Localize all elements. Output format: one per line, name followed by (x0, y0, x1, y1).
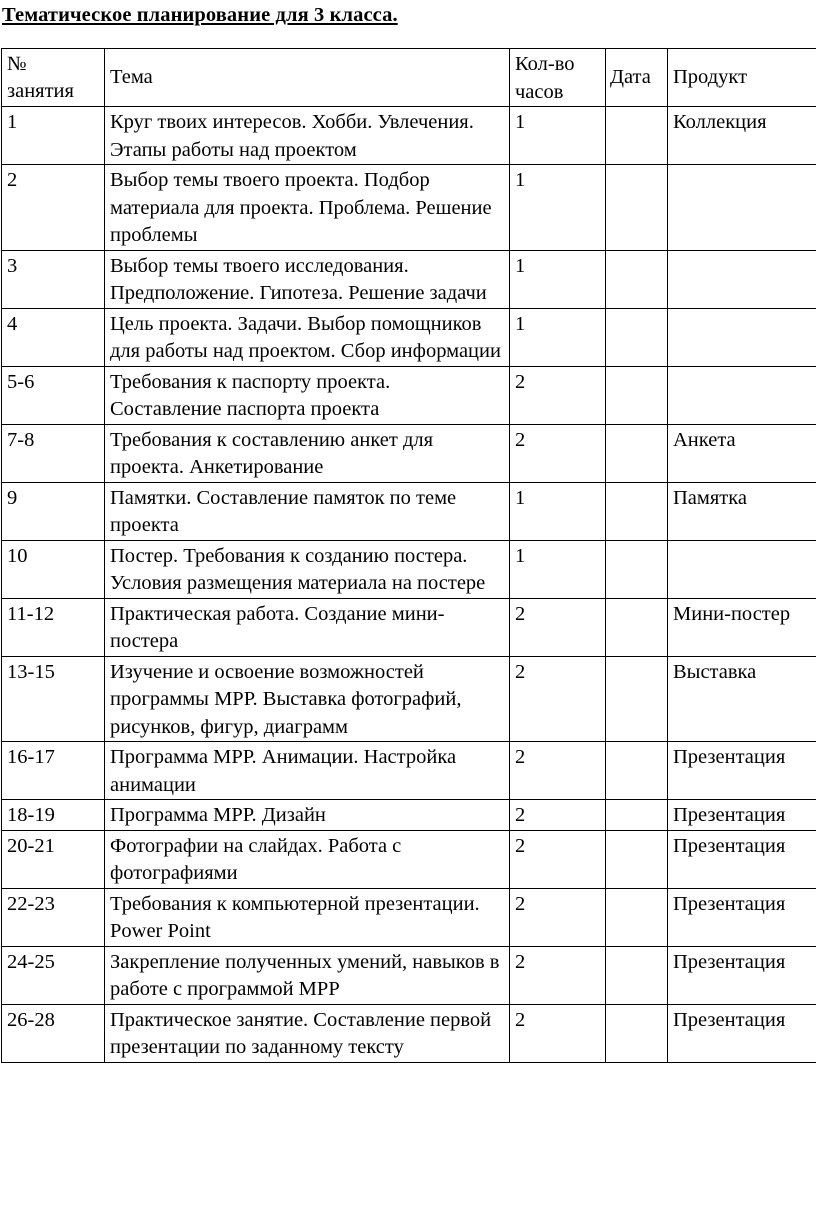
header-hours: Кол-во часов (510, 49, 606, 107)
cell-hours: 2 (510, 424, 606, 482)
cell-product: Мини-постер (668, 598, 816, 656)
cell-product (668, 540, 816, 598)
cell-product (668, 366, 816, 424)
header-product: Продукт (668, 49, 816, 107)
table-row (2, 742, 816, 800)
table-row (2, 598, 816, 656)
cell-lesson-number: 9 (2, 482, 105, 540)
cell-product: Презентация (668, 1004, 816, 1062)
header-topic: Тема (105, 49, 510, 107)
table-row (2, 946, 816, 1004)
cell-hours: 1 (510, 107, 606, 165)
table-header-row (2, 49, 816, 107)
cell-lesson-number: 1 (2, 107, 105, 165)
cell-lesson-number: 2 (2, 165, 105, 251)
cell-product: Выставка (668, 656, 816, 742)
cell-product: Презентация (668, 800, 816, 831)
cell-hours: 2 (510, 830, 606, 888)
cell-lesson-number: 4 (2, 308, 105, 366)
cell-topic: Программа МРР. Анимации. Настройка анимации (105, 742, 510, 800)
lesson-plan-table (1, 48, 816, 1063)
table-row (2, 1004, 816, 1062)
cell-topic: Программа МРР. Дизайн (105, 800, 510, 831)
table-body (2, 107, 816, 1063)
cell-date (606, 424, 668, 482)
cell-product: Анкета (668, 424, 816, 482)
cell-hours: 1 (510, 250, 606, 308)
cell-hours: 1 (510, 165, 606, 251)
cell-product: Презентация (668, 946, 816, 1004)
table-row (2, 308, 816, 366)
header-date: Дата (606, 49, 668, 107)
cell-hours: 2 (510, 656, 606, 742)
table-row (2, 656, 816, 742)
cell-product (668, 308, 816, 366)
cell-date (606, 1004, 668, 1062)
cell-topic: Практическая работа. Создание мини-постера (105, 598, 510, 656)
table-row (2, 800, 816, 831)
cell-topic: Фотографии на слайдах. Работа с фотографиями (105, 830, 510, 888)
cell-lesson-number: 24-25 (2, 946, 105, 1004)
cell-product (668, 165, 816, 251)
cell-hours: 2 (510, 598, 606, 656)
cell-date (606, 107, 668, 165)
cell-hours: 1 (510, 482, 606, 540)
cell-product: Памятка (668, 482, 816, 540)
cell-lesson-number: 18-19 (2, 800, 105, 831)
cell-product: Коллекция (668, 107, 816, 165)
cell-hours: 2 (510, 800, 606, 831)
cell-topic: Практическое занятие. Составление первой презентации по заданному тексту (105, 1004, 510, 1062)
cell-date (606, 598, 668, 656)
cell-topic: Требования к паспорту проекта. Составление паспорта проекта (105, 366, 510, 424)
cell-lesson-number: 7-8 (2, 424, 105, 482)
cell-date (606, 250, 668, 308)
cell-date (606, 946, 668, 1004)
cell-hours: 1 (510, 308, 606, 366)
cell-lesson-number: 13-15 (2, 656, 105, 742)
cell-topic: Памятки. Составление памяток по теме проекта (105, 482, 510, 540)
cell-date (606, 308, 668, 366)
cell-topic: Цель проекта. Задачи. Выбор помощников для работы над проектом. Сбор информации (105, 308, 510, 366)
table-row (2, 830, 816, 888)
cell-topic: Выбор темы твоего исследования. Предположение. Гипотеза. Решение задачи (105, 250, 510, 308)
cell-lesson-number: 26-28 (2, 1004, 105, 1062)
cell-hours: 2 (510, 946, 606, 1004)
cell-date (606, 165, 668, 251)
cell-lesson-number: 10 (2, 540, 105, 598)
cell-lesson-number: 11-12 (2, 598, 105, 656)
cell-date (606, 540, 668, 598)
table-row (2, 250, 816, 308)
cell-lesson-number: 16-17 (2, 742, 105, 800)
cell-product: Презентация (668, 742, 816, 800)
cell-lesson-number: 20-21 (2, 830, 105, 888)
cell-date (606, 800, 668, 831)
cell-product: Презентация (668, 830, 816, 888)
cell-topic: Требования к компьютерной презентации. Power Point (105, 888, 510, 946)
cell-topic: Закрепление полученных умений, навыков в работе с программой МРР (105, 946, 510, 1004)
cell-topic: Изучение и освоение возможностей программы МРР. Выставка фотографий, рисунков, фигур, диаграмм (105, 656, 510, 742)
table-row (2, 482, 816, 540)
cell-date (606, 742, 668, 800)
cell-hours: 2 (510, 888, 606, 946)
cell-product (668, 250, 816, 308)
header-lesson-number: № занятия (2, 49, 105, 107)
table-row (2, 366, 816, 424)
cell-topic: Круг твоих интересов. Хобби. Увлечения. Этапы работы над проектом (105, 107, 510, 165)
table-row (2, 888, 816, 946)
cell-topic: Выбор темы твоего проекта. Подбор материала для проекта. Проблема. Решение проблемы (105, 165, 510, 251)
cell-lesson-number: 22-23 (2, 888, 105, 946)
cell-topic: Постер. Требования к созданию постера. Условия размещения материала на постере (105, 540, 510, 598)
cell-date (606, 830, 668, 888)
cell-hours: 2 (510, 366, 606, 424)
table-row (2, 165, 816, 251)
cell-lesson-number: 3 (2, 250, 105, 308)
table-row (2, 107, 816, 165)
cell-lesson-number: 5-6 (2, 366, 105, 424)
cell-date (606, 482, 668, 540)
cell-hours: 2 (510, 1004, 606, 1062)
cell-date (606, 656, 668, 742)
cell-date (606, 888, 668, 946)
document-title: Тематическое планирование для 3 класса. (2, 4, 398, 26)
table-row (2, 540, 816, 598)
cell-hours: 1 (510, 540, 606, 598)
cell-hours: 2 (510, 742, 606, 800)
cell-product: Презентация (668, 888, 816, 946)
cell-topic: Требования к составлению анкет для проекта. Анкетирование (105, 424, 510, 482)
table-row (2, 424, 816, 482)
cell-date (606, 366, 668, 424)
